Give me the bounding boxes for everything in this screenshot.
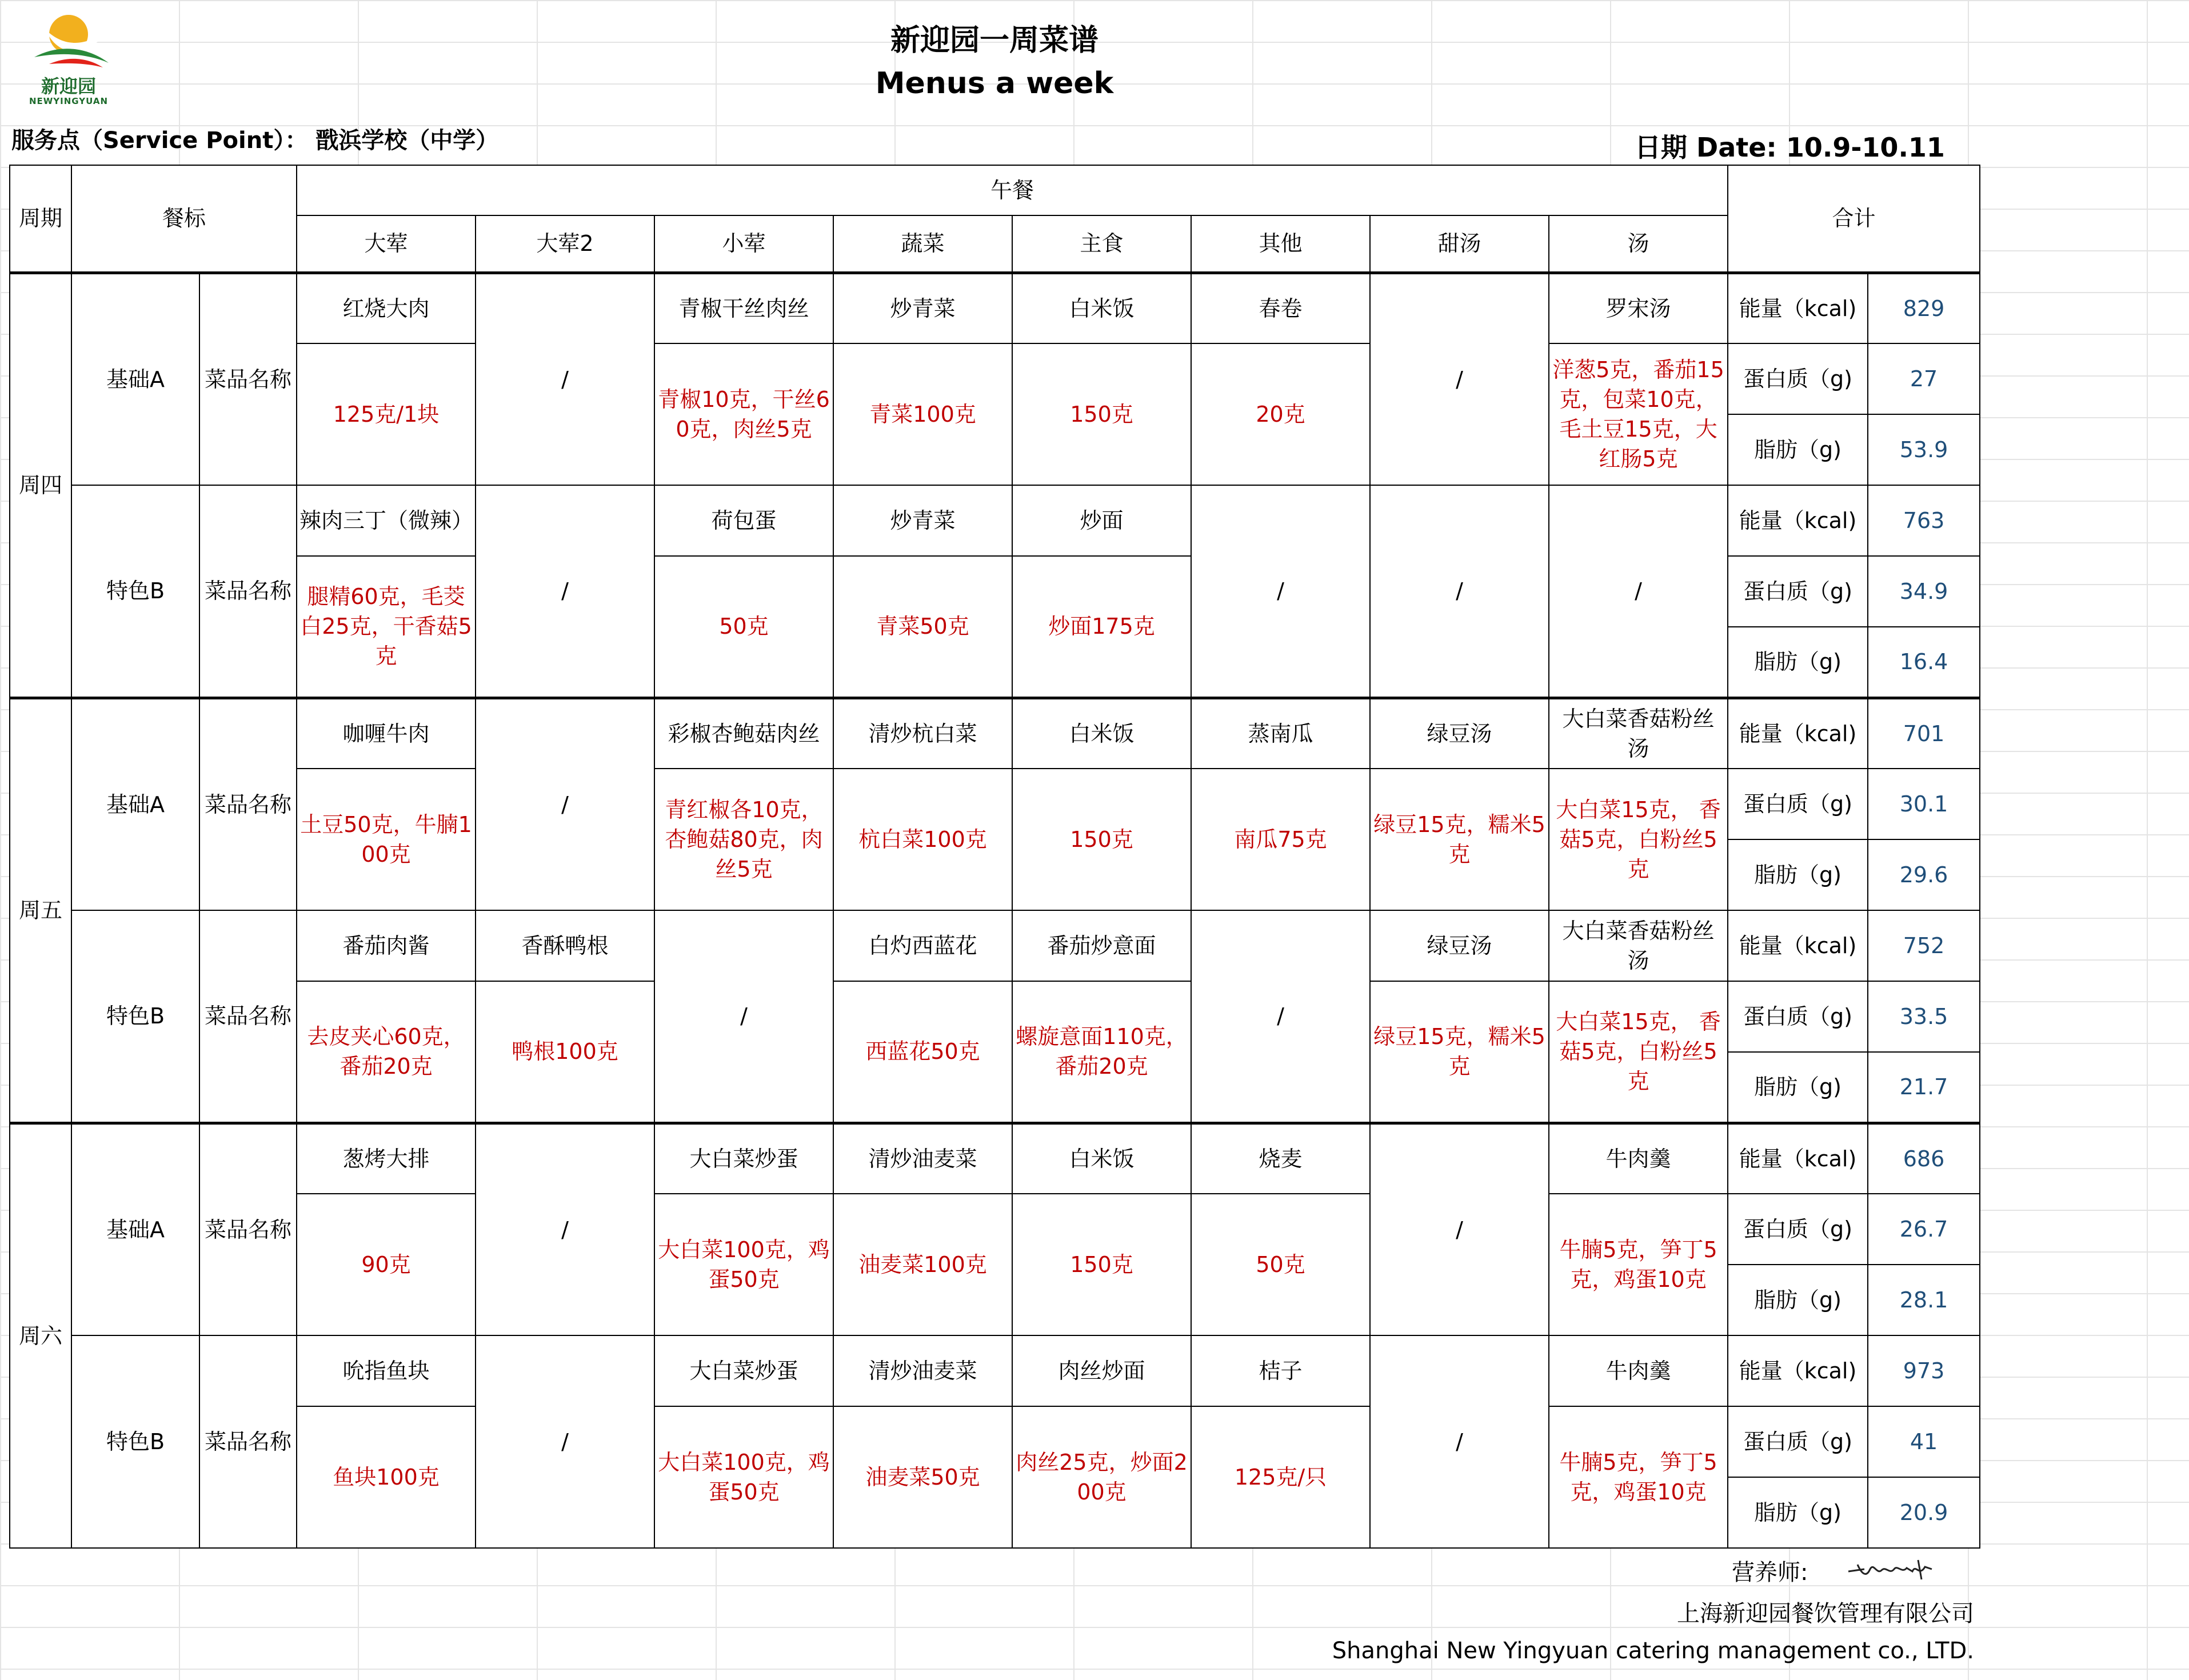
dish-ingredients: 炒面175克 bbox=[1012, 556, 1191, 698]
menu-date: 日期 Date: 10.9-10.11 bbox=[1635, 132, 1945, 163]
empty-dish-cell: / bbox=[1370, 1123, 1549, 1335]
dish-ingredients: 洋葱5克，番茄15克，包菜10克，毛土豆15克，大红肠5克 bbox=[1549, 343, 1728, 485]
dish-ingredients: 20克 bbox=[1191, 343, 1370, 485]
menu-table bbox=[9, 165, 1980, 1549]
subheader-side-meat: 小荤 bbox=[654, 215, 833, 273]
dish-ingredients: 50克 bbox=[654, 556, 833, 698]
header-lunch: 午餐 bbox=[297, 165, 1728, 215]
header-meal-standard: 餐标 bbox=[71, 165, 297, 273]
dish-name: 清炒油麦菜 bbox=[833, 1123, 1012, 1194]
header-total: 合计 bbox=[1728, 165, 1980, 273]
nutrient-value: 686 bbox=[1868, 1123, 1980, 1194]
dish-name: 罗宋汤 bbox=[1549, 273, 1728, 343]
empty-dish-cell: / bbox=[476, 698, 654, 910]
dish-ingredients: 50克 bbox=[1191, 1194, 1370, 1335]
nutrient-value: 41 bbox=[1868, 1406, 1980, 1477]
nutritionist-signature bbox=[1845, 1552, 1936, 1589]
dish-name: 炒面 bbox=[1012, 485, 1191, 556]
nutrient-label: 能量（kcal) bbox=[1728, 1335, 1868, 1406]
empty-dish-cell: / bbox=[654, 910, 833, 1123]
dish-name: 白米饭 bbox=[1012, 698, 1191, 769]
nutrient-label: 能量（kcal) bbox=[1728, 910, 1868, 981]
dish-name: 番茄肉酱 bbox=[297, 910, 476, 981]
dish-ingredients: 150克 bbox=[1012, 769, 1191, 910]
dish-name: 番茄炒意面 bbox=[1012, 910, 1191, 981]
dish-name: 大白菜炒蛋 bbox=[654, 1335, 833, 1406]
company-name-en: Shanghai New Yingyuan catering management co., LTD. bbox=[1332, 1638, 1974, 1664]
dish-ingredients: 牛腩5克，笋丁5克，鸡蛋10克 bbox=[1549, 1194, 1728, 1335]
subheader-main-meat: 大荤 bbox=[297, 215, 476, 273]
meal-standard-cell: 基础A bbox=[71, 1123, 199, 1335]
subheader-vegetable: 蔬菜 bbox=[833, 215, 1012, 273]
dish-ingredients: 油麦菜50克 bbox=[833, 1406, 1012, 1548]
dish-name: 白米饭 bbox=[1012, 1123, 1191, 1194]
dish-name: 炒青菜 bbox=[833, 485, 1012, 556]
dish-ingredients: 大白菜15克， 香菇5克，白粉丝5克 bbox=[1549, 769, 1728, 910]
nutrient-value: 33.5 bbox=[1868, 981, 1980, 1052]
empty-dish-cell: / bbox=[476, 1335, 654, 1548]
dish-name: 大白菜香菇粉丝汤 bbox=[1549, 910, 1728, 981]
logo-text-cn: 新迎园 bbox=[41, 75, 96, 97]
empty-dish-cell: / bbox=[476, 1123, 654, 1335]
subheader-other: 其他 bbox=[1191, 215, 1370, 273]
dish-ingredients: 150克 bbox=[1012, 1194, 1191, 1335]
empty-dish-cell: / bbox=[1370, 273, 1549, 485]
logo-text-en: NEWYINGYUAN bbox=[29, 96, 109, 106]
dish-name: 绿豆汤 bbox=[1370, 910, 1549, 981]
nutrient-label: 脂肪（g) bbox=[1728, 1052, 1868, 1123]
dish-name: 牛肉羹 bbox=[1549, 1123, 1728, 1194]
dish-name: 蒸南瓜 bbox=[1191, 698, 1370, 769]
nutrient-label: 能量（kcal) bbox=[1728, 1123, 1868, 1194]
dish-ingredients: 肉丝25克，炒面200克 bbox=[1012, 1406, 1191, 1548]
nutrient-label: 蛋白质（g) bbox=[1728, 556, 1868, 627]
dish-name: 烧麦 bbox=[1191, 1123, 1370, 1194]
nutrient-value: 701 bbox=[1868, 698, 1980, 769]
nutrient-label: 蛋白质（g) bbox=[1728, 981, 1868, 1052]
dish-ingredients: 大白菜15克， 香菇5克，白粉丝5克 bbox=[1549, 981, 1728, 1123]
dish-name: 肉丝炒面 bbox=[1012, 1335, 1191, 1406]
dish-ingredients: 绿豆15克，糯米5克 bbox=[1370, 769, 1549, 910]
nutrient-value: 21.7 bbox=[1868, 1052, 1980, 1123]
nutrient-label: 脂肪（g) bbox=[1728, 414, 1868, 485]
dish-name: 吮指鱼块 bbox=[297, 1335, 476, 1406]
dish-name-label: 菜品名称 bbox=[199, 1123, 297, 1335]
nutrient-label: 蛋白质（g) bbox=[1728, 1194, 1868, 1265]
dish-ingredients: 西蓝花50克 bbox=[833, 981, 1012, 1123]
nutrient-label: 蛋白质（g) bbox=[1728, 343, 1868, 414]
meal-standard-cell: 特色B bbox=[71, 910, 199, 1123]
service-point: 服务点（Service Point）： 戬浜学校（中学） bbox=[11, 127, 499, 154]
dish-name-label: 菜品名称 bbox=[199, 273, 297, 485]
dish-name: 彩椒杏鲍菇肉丝 bbox=[654, 698, 833, 769]
meal-standard-cell: 特色B bbox=[71, 1335, 199, 1548]
nutrient-label: 脂肪（g) bbox=[1728, 839, 1868, 910]
dish-name: 大白菜香菇粉丝汤 bbox=[1549, 698, 1728, 769]
meal-standard-cell: 特色B bbox=[71, 485, 199, 698]
dish-name: 荷包蛋 bbox=[654, 485, 833, 556]
dish-name: 红烧大肉 bbox=[297, 273, 476, 343]
nutrient-value: 27 bbox=[1868, 343, 1980, 414]
meal-standard-cell: 基础A bbox=[71, 273, 199, 485]
empty-dish-cell: / bbox=[1370, 485, 1549, 698]
meal-standard-cell: 基础A bbox=[71, 698, 199, 910]
dish-name: 春卷 bbox=[1191, 273, 1370, 343]
page-title-en: Menus a week bbox=[875, 66, 1114, 101]
dish-ingredients: 绿豆15克，糯米5克 bbox=[1370, 981, 1549, 1123]
header-weekday: 周期 bbox=[10, 165, 71, 273]
empty-dish-cell: / bbox=[1191, 910, 1370, 1123]
dish-name: 清炒杭白菜 bbox=[833, 698, 1012, 769]
nutrient-value: 26.7 bbox=[1868, 1194, 1980, 1265]
nutrient-value: 973 bbox=[1868, 1335, 1980, 1406]
nutrient-value: 28.1 bbox=[1868, 1265, 1980, 1335]
empty-dish-cell: / bbox=[1549, 485, 1728, 698]
dish-ingredients: 大白菜100克，鸡蛋50克 bbox=[654, 1406, 833, 1548]
dish-ingredients: 青椒10克，干丝60克，肉丝5克 bbox=[654, 343, 833, 485]
nutrient-label: 能量（kcal) bbox=[1728, 698, 1868, 769]
subheader-main-meat-2: 大荤2 bbox=[476, 215, 654, 273]
dish-name: 咖喱牛肉 bbox=[297, 698, 476, 769]
nutrient-value: 752 bbox=[1868, 910, 1980, 981]
nutrient-label: 脂肪（g) bbox=[1728, 1477, 1868, 1548]
dish-ingredients: 鸭根100克 bbox=[476, 981, 654, 1123]
dish-ingredients: 青红椒各10克，杏鲍菇80克，肉丝5克 bbox=[654, 769, 833, 910]
dish-name: 青椒干丝肉丝 bbox=[654, 273, 833, 343]
nutrient-value: 53.9 bbox=[1868, 414, 1980, 485]
subheader-staple: 主食 bbox=[1012, 215, 1191, 273]
dish-name-label: 菜品名称 bbox=[199, 910, 297, 1123]
dish-ingredients: 125克/只 bbox=[1191, 1406, 1370, 1548]
empty-dish-cell: / bbox=[476, 273, 654, 485]
nutrient-value: 16.4 bbox=[1868, 627, 1980, 698]
page-title-cn: 新迎园一周菜谱 bbox=[890, 23, 1099, 58]
weekday-cell: 周六 bbox=[10, 1123, 71, 1548]
nutrient-value: 30.1 bbox=[1868, 769, 1980, 839]
dish-name-label: 菜品名称 bbox=[199, 485, 297, 698]
dish-name: 葱烤大排 bbox=[297, 1123, 476, 1194]
dish-ingredients: 150克 bbox=[1012, 343, 1191, 485]
dish-ingredients: 牛腩5克，笋丁5克，鸡蛋10克 bbox=[1549, 1406, 1728, 1548]
dish-ingredients: 125克/1块 bbox=[297, 343, 476, 485]
nutrient-value: 763 bbox=[1868, 485, 1980, 556]
dish-ingredients: 90克 bbox=[297, 1194, 476, 1335]
company-name-cn: 上海新迎园餐饮管理有限公司 bbox=[1677, 1601, 1974, 1627]
nutrient-value: 29.6 bbox=[1868, 839, 1980, 910]
weekday-cell: 周五 bbox=[10, 698, 71, 1123]
dish-ingredients: 土豆50克，牛腩100克 bbox=[297, 769, 476, 910]
empty-dish-cell: / bbox=[1191, 485, 1370, 698]
dish-ingredients: 南瓜75克 bbox=[1191, 769, 1370, 910]
nutrient-label: 能量（kcal) bbox=[1728, 485, 1868, 556]
subheader-soup: 汤 bbox=[1549, 215, 1728, 273]
dish-ingredients: 螺旋意面110克，番茄20克 bbox=[1012, 981, 1191, 1123]
dish-name: 牛肉羹 bbox=[1549, 1335, 1728, 1406]
subheader-sweet-soup: 甜汤 bbox=[1370, 215, 1549, 273]
nutrient-label: 能量（kcal) bbox=[1728, 273, 1868, 343]
nutrient-label: 蛋白质（g) bbox=[1728, 1406, 1868, 1477]
dish-name: 绿豆汤 bbox=[1370, 698, 1549, 769]
dish-ingredients: 去皮夹心60克，番茄20克 bbox=[297, 981, 476, 1123]
dish-ingredients: 大白菜100克，鸡蛋50克 bbox=[654, 1194, 833, 1335]
dish-ingredients: 油麦菜100克 bbox=[833, 1194, 1012, 1335]
nutrient-label: 蛋白质（g) bbox=[1728, 769, 1868, 839]
signature-icon bbox=[1845, 1552, 1936, 1586]
dish-name: 白米饭 bbox=[1012, 273, 1191, 343]
dish-ingredients: 腿精60克，毛茭白25克，干香菇5克 bbox=[297, 556, 476, 698]
dish-name: 桔子 bbox=[1191, 1335, 1370, 1406]
dish-ingredients: 青菜50克 bbox=[833, 556, 1012, 698]
nutrient-label: 脂肪（g) bbox=[1728, 1265, 1868, 1335]
weekday-cell: 周四 bbox=[10, 273, 71, 698]
dish-ingredients: 杭白菜100克 bbox=[833, 769, 1012, 910]
dish-ingredients: 青菜100克 bbox=[833, 343, 1012, 485]
dish-name: 香酥鸭根 bbox=[476, 910, 654, 981]
dish-ingredients: 鱼块100克 bbox=[297, 1406, 476, 1548]
dish-name: 大白菜炒蛋 bbox=[654, 1123, 833, 1194]
dish-name: 白灼西蓝花 bbox=[833, 910, 1012, 981]
empty-dish-cell: / bbox=[1370, 1335, 1549, 1548]
nutrient-value: 829 bbox=[1868, 273, 1980, 343]
nutrient-value: 34.9 bbox=[1868, 556, 1980, 627]
nutrient-label: 脂肪（g) bbox=[1728, 627, 1868, 698]
empty-dish-cell: / bbox=[476, 485, 654, 698]
dish-name: 辣肉三丁（微辣） bbox=[297, 485, 476, 556]
dish-name: 炒青菜 bbox=[833, 273, 1012, 343]
nutritionist-label: 营养师: bbox=[1732, 1559, 1808, 1586]
dish-name-label: 菜品名称 bbox=[199, 698, 297, 910]
dish-name-label: 菜品名称 bbox=[199, 1335, 297, 1548]
nutrient-value: 20.9 bbox=[1868, 1477, 1980, 1548]
dish-name: 清炒油麦菜 bbox=[833, 1335, 1012, 1406]
